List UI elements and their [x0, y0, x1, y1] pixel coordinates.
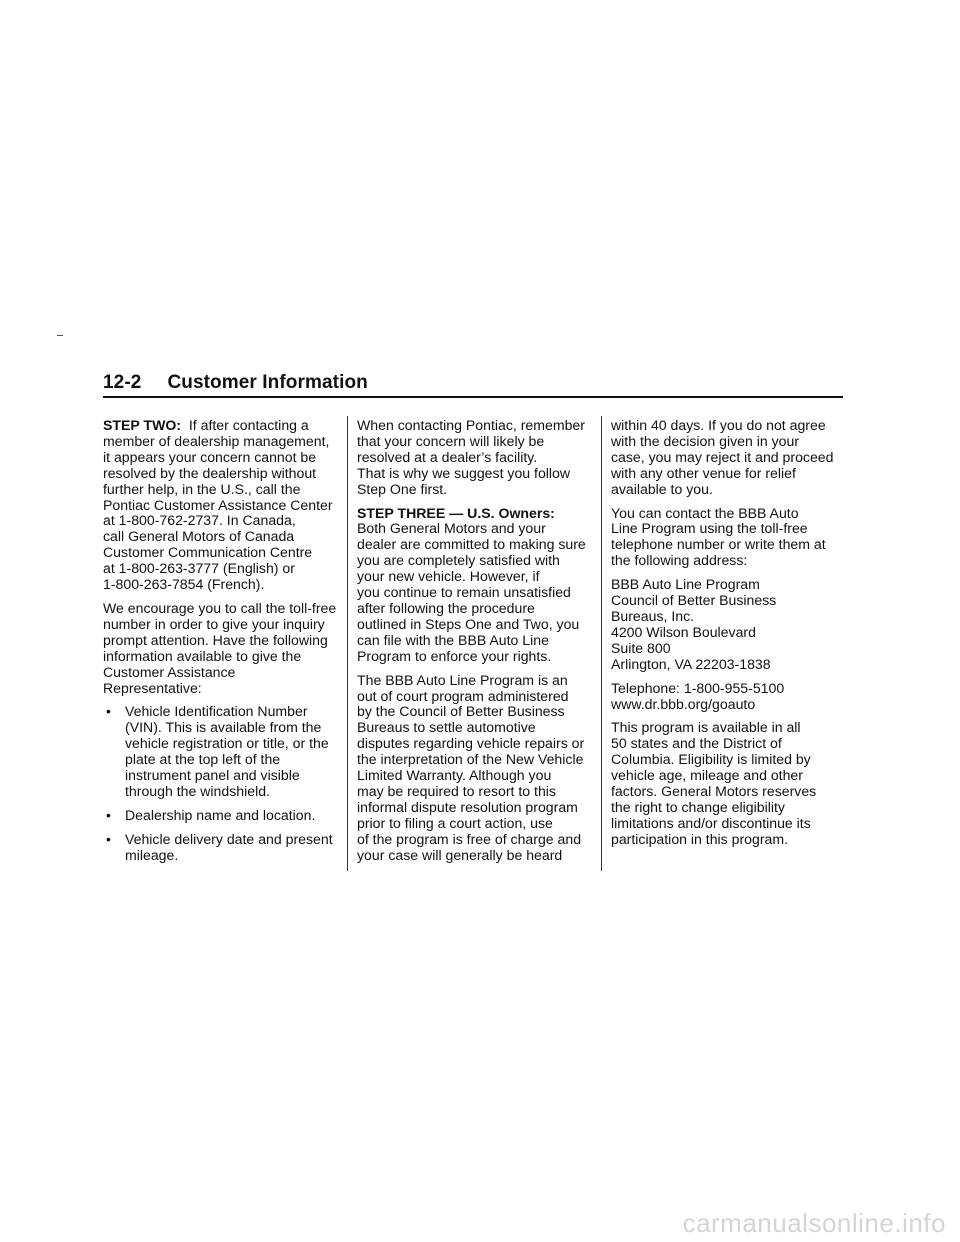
text-line: available to you.	[611, 480, 713, 497]
header-rule	[103, 396, 843, 398]
page-number: 12-2	[103, 372, 142, 393]
text-line: participation in this program.	[611, 830, 789, 847]
text-line: Vehicle delivery date and present	[125, 830, 333, 847]
text-line: The BBB Auto Line Program is an	[357, 671, 568, 688]
text-line: plate at the top left of the	[125, 751, 281, 768]
text-line: 1-800-263-7854 (French).	[103, 576, 265, 593]
text-line: Customer Assistance	[103, 663, 236, 680]
text-line: Step One first.	[357, 480, 448, 497]
text-line: call General Motors of Canada	[103, 528, 295, 545]
step-three-paragraph	[357, 506, 593, 665]
text-line: (VIN). This is available from the	[125, 719, 322, 736]
text-line: your case will generally be heard	[357, 846, 563, 863]
text-line: case, you may reject it and proceed	[611, 448, 834, 465]
bullet-icon: •	[106, 703, 111, 720]
watermark: carmanualsonline.info	[682, 1208, 946, 1238]
bbb-address	[611, 577, 845, 672]
text-line: resolved at a dealer’s facility.	[357, 448, 538, 465]
text-line: out of court program administered	[357, 687, 569, 704]
address-line: 4200 Wilson Boulevard	[611, 623, 756, 640]
text-line: of the program is free of charge and	[357, 830, 582, 847]
telephone-line: Telephone: 1-800-955-5100	[611, 679, 785, 696]
text-line: by the Council of Better Business	[357, 703, 565, 720]
step-three-label: STEP THREE — U.S. Owners:	[357, 504, 555, 521]
bullet-item-vin	[103, 704, 339, 799]
contacting-pontiac-paragraph	[357, 418, 593, 498]
text-line: at 1-800-263-3777 (English) or	[103, 560, 295, 577]
text-line: within 40 days. If you do not agree	[611, 417, 826, 433]
text-line: Customer Communication Centre	[103, 544, 313, 561]
text-line: disputes regarding vehicle repairs or	[357, 735, 585, 752]
text-line: after following the procedure	[357, 599, 535, 616]
text-line: you are completely satisfied with	[357, 552, 560, 569]
step-two-label: STEP TWO:	[103, 417, 182, 433]
text-line: you continue to remain unsatisfied	[357, 584, 571, 601]
text-line: may be required to resort to this	[357, 782, 556, 799]
text-line: the right to change eligibility	[611, 798, 785, 815]
text-line: Bureaus to settle automotive	[357, 719, 536, 736]
text-line: your new vehicle. However, if	[357, 568, 540, 585]
availability-paragraph	[611, 720, 845, 847]
address-line: Council of Better Business	[611, 592, 777, 609]
bullet-item-delivery-date	[103, 832, 339, 864]
text-line: through the windshield.	[125, 782, 270, 799]
text-line: informal dispute resolution program	[357, 798, 578, 815]
address-line: Bureaus, Inc.	[611, 607, 695, 624]
text-line: resolved by the dealership without	[103, 464, 317, 481]
text-line: dealer are committed to making sure	[357, 536, 586, 553]
text-line: Limited Warranty. Although you	[357, 767, 552, 784]
corner-crop-mark	[57, 335, 63, 336]
text-line: You can contact the BBB Auto	[611, 504, 799, 521]
section-title: Customer Information	[167, 372, 368, 393]
text-line: the following address:	[611, 552, 748, 569]
column-3	[611, 418, 845, 856]
website-line: www.dr.bbb.org/goauto	[611, 695, 756, 712]
text-line: member of dealership management,	[103, 432, 330, 449]
text-line: outlined in Steps One and Two, you	[357, 615, 580, 632]
text-line: Line Program using the toll-free	[611, 520, 808, 537]
step-two-paragraph	[103, 418, 339, 593]
text-line: vehicle age, mileage and other	[611, 767, 803, 784]
text-line: instrument panel and visible	[125, 767, 300, 784]
text-line: information available to give the	[103, 647, 302, 664]
bullet-item-dealership	[103, 808, 339, 824]
address-line: BBB Auto Line Program	[611, 576, 760, 593]
text-line: Columbia. Eligibility is limited by	[611, 751, 811, 768]
text-line: Program to enforce your rights.	[357, 647, 552, 664]
text-line: limitations and/or discontinue its	[611, 814, 811, 831]
column-1	[103, 418, 339, 872]
address-line: Suite 800	[611, 639, 671, 656]
text-line: Representative:	[103, 679, 202, 696]
text-line: mileage.	[125, 846, 179, 863]
text-line: telephone number or write them at	[611, 536, 826, 553]
bbb-phone-web	[611, 681, 845, 713]
contact-bbb-paragraph	[611, 506, 845, 570]
text-line: further help, in the U.S., call the	[103, 480, 301, 497]
text-line: 50 states and the District of	[611, 735, 782, 752]
text-line: vehicle registration or title, or the	[125, 735, 329, 752]
column-divider-2	[601, 416, 602, 871]
text-line: Vehicle Identification Number	[125, 703, 308, 720]
column-divider-1	[347, 416, 348, 871]
text-line: factors. General Motors reserves	[611, 783, 817, 800]
text-line: Both General Motors and your	[357, 520, 546, 537]
address-line: Arlington, VA 22203-1838	[611, 655, 771, 672]
encourage-paragraph	[103, 601, 339, 696]
text-line: that your concern will likely be	[357, 432, 545, 449]
header-title	[103, 372, 843, 394]
text-line: prior to filing a court action, use	[357, 814, 553, 831]
text-line: When contacting Pontiac, remember	[357, 417, 585, 433]
text-line: can file with the BBB Auto Line	[357, 631, 549, 648]
text-line: This program is available in all	[611, 719, 801, 736]
bullet-icon: •	[106, 830, 111, 847]
bullet-icon: •	[106, 806, 111, 823]
text-line: STEP TWO: If after contacting a	[103, 417, 309, 433]
text-line: Pontiac Customer Assistance Center	[103, 496, 333, 513]
text-line: at 1-800-762-2737. In Canada,	[103, 512, 296, 529]
text-line: That is why we suggest you follow	[357, 464, 571, 481]
forty-days-paragraph	[611, 418, 845, 498]
page-header	[103, 372, 843, 394]
bbb-program-paragraph	[357, 673, 593, 864]
text-line: Dealership name and location.	[125, 806, 316, 823]
text-line: We encourage you to call the toll-free	[103, 599, 337, 616]
text-line: the interpretation of the New Vehicle	[357, 751, 584, 768]
text-line: number in order to give your inquiry	[103, 615, 325, 632]
text-line: it appears your concern cannot be	[103, 448, 317, 465]
text-line: with any other venue for relief	[611, 464, 796, 481]
column-2	[357, 418, 593, 871]
text-line: with the decision given in your	[611, 432, 800, 449]
text-line: prompt attention. Have the following	[103, 631, 328, 648]
